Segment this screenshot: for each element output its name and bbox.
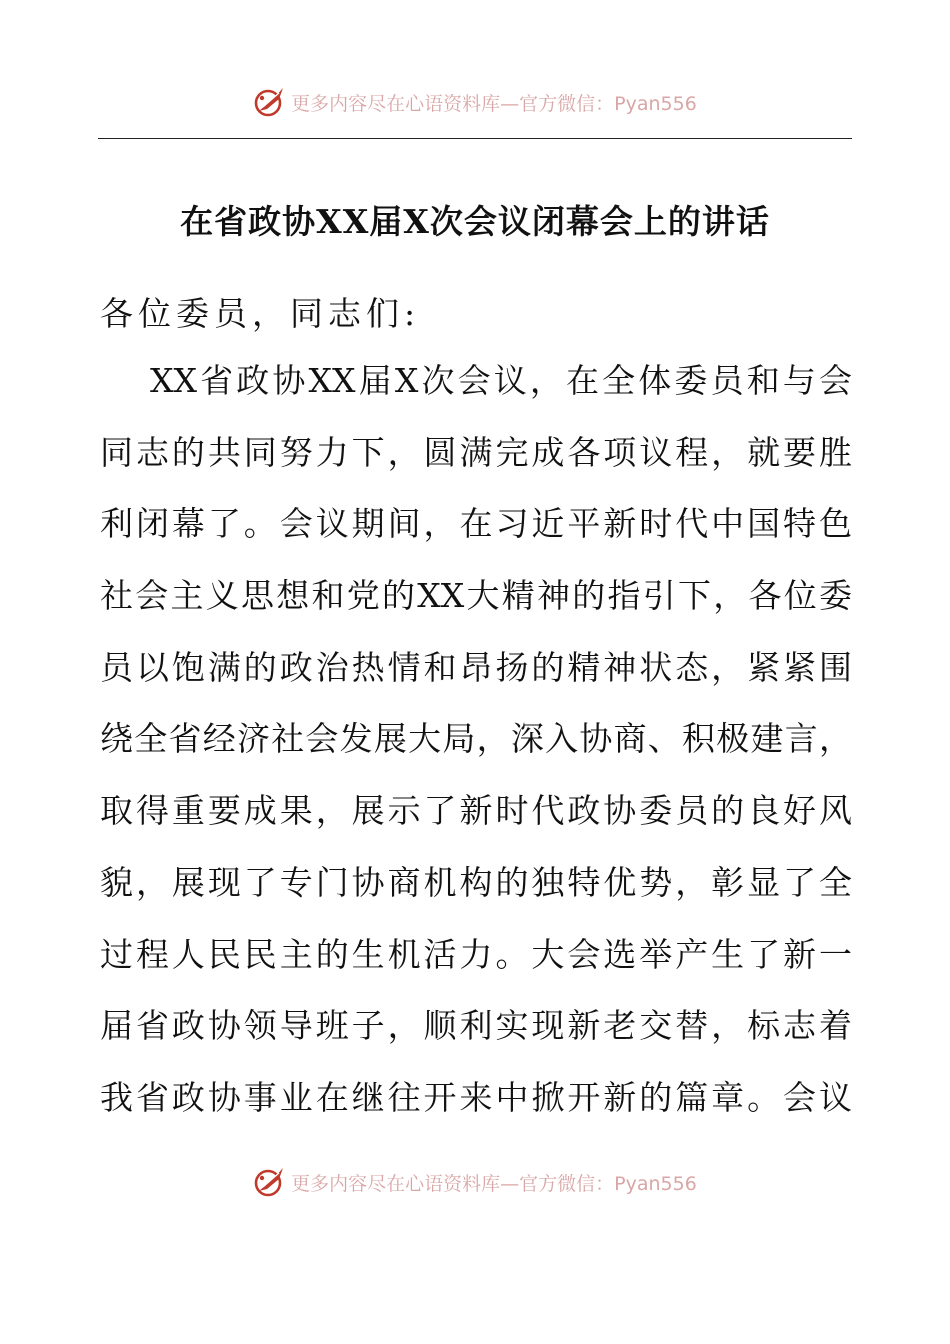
header-rule [98, 138, 852, 139]
document-title: 在省政协XX届X次会议闭幕会上的讲话 [180, 202, 770, 241]
quill-logo-icon [253, 85, 287, 119]
body-line: 貌，展现了专门协商机构的独特优势，彰显了全 [100, 862, 852, 902]
body-line: 届省政协领导班子，顺利实现新老交替，标志着 [100, 1006, 852, 1046]
quill-logo-icon [253, 1165, 287, 1199]
salutation: 各位委员，同志们: [100, 294, 421, 333]
body-line: 社会主义思想和党的XX大精神的指引下，各位委 [100, 576, 852, 616]
body-line: 我省政协事业在继往开来中掀开新的篇章。会议 [100, 1077, 852, 1117]
body-line: 取得重要成果，展示了新时代政协委员的良好风 [100, 791, 852, 831]
body-line: 员以饱满的政治热情和昂扬的精神状态，紧紧围 [100, 647, 852, 687]
footer-watermark [0, 1162, 950, 1202]
body-line: 绕全省经济社会发展大局，深入协商、积极建言， [100, 719, 852, 759]
body-line: 利闭幕了。会议期间，在习近平新时代中国特色 [100, 504, 852, 544]
footer-watermark-text: 更多内容尽在心语资料库—官方微信：Pyan556 [291, 1172, 697, 1195]
header-watermark [0, 82, 950, 122]
body-line: XX省政协XX届X次会议，在全体委员和与会 [150, 361, 852, 400]
header-watermark-text: 更多内容尽在心语资料库—官方微信：Pyan556 [291, 92, 697, 115]
body-paragraph [100, 356, 852, 1145]
body-line: 同志的共同努力下，圆满完成各项议程，就要胜 [100, 432, 852, 472]
body-line: 过程人民民主的生机活力。大会选举产生了新一 [100, 934, 852, 974]
